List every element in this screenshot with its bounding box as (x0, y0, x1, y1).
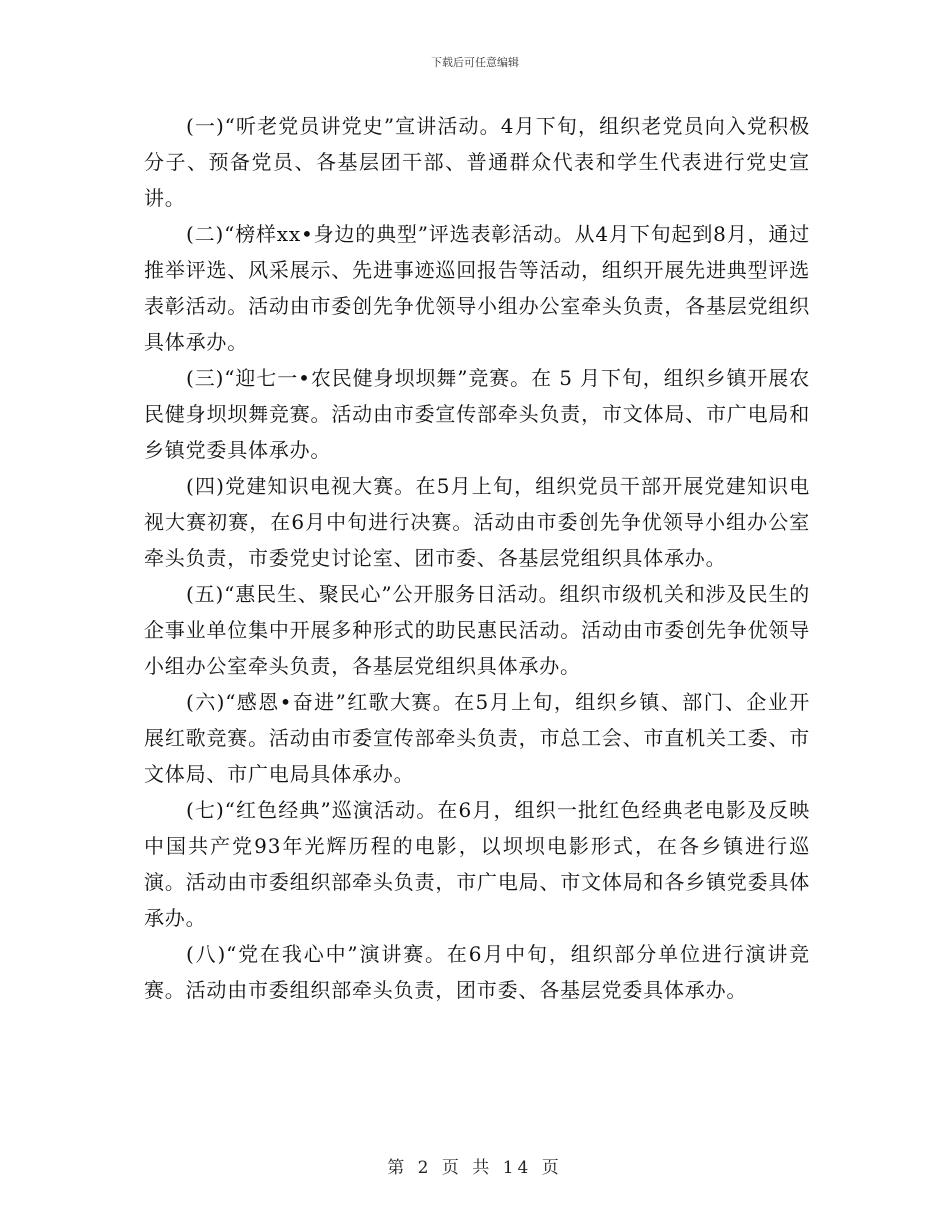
paragraph-2: (二)“榜样xx•身边的典型”评选表彰活动。从4月下旬起到8月，通过推举评选、风采展示、先进事迹巡回报告等活动，组织开展先进典型评选表彰活动。活动由市委创先争优领导小组办公室牵头负责，各基层党组织具体承办。 (144, 222, 810, 354)
paragraph-3: (三)“迎七一•农民健身坝坝舞”竞赛。在 5 月下旬，组织乡镇开展农民健身坝坝舞竞赛。活动由市委宣传部牵头负责，市文体局、市广电局和乡镇党委具体承办。 (144, 366, 810, 462)
paragraph-7: (七)“红色经典”巡演活动。在6月，组织一批红色经典老电影及反映中国共产党93年光辉历程的电影，以坝坝电影形式，在各乡镇进行巡演。活动由市委组织部牵头负责，市广电局、市文体局和各乡镇党委具体承办。 (144, 798, 810, 930)
paragraph-1: (一)“听老党员讲党史”宣讲活动。4月下旬，组织老党员向入党积极分子、预备党员、各基层团干部、普通群众代表和学生代表进行党史宣讲。 (144, 114, 810, 210)
page-header: 下载后可任意编辑 (431, 56, 519, 69)
paragraph-6: (六)“感恩•奋进”红歌大赛。在5月上旬，组织乡镇、部门、企业开展红歌竞赛。活动由市委宣传部牵头负责，市总工会、市直机关工委、市文体局、市广电局具体承办。 (144, 690, 810, 786)
document-body (144, 108, 810, 1008)
paragraph-4: (四)党建知识电视大赛。在5月上旬，组织党员干部开展党建知识电视大赛初赛，在6月中旬进行决赛。活动由市委创先争优领导小组办公室牵头负责，市委党史讨论室、团市委、各基层党组织具体承办。 (144, 474, 810, 570)
paragraph-5: (五)“惠民生、聚民心”公开服务日活动。组织市级机关和涉及民生的企事业单位集中开展多种形式的助民惠民活动。活动由市委创先争优领导小组办公室牵头负责，各基层党组织具体承办。 (144, 582, 810, 678)
page-footer: 第 2 页 共 14 页 (387, 1158, 563, 1178)
paragraph-8: (八)“党在我心中”演讲赛。在6月中旬，组织部分单位进行演讲竞赛。活动由市委组织部牵头负责，团市委、各基层党委具体承办。 (144, 942, 810, 1002)
